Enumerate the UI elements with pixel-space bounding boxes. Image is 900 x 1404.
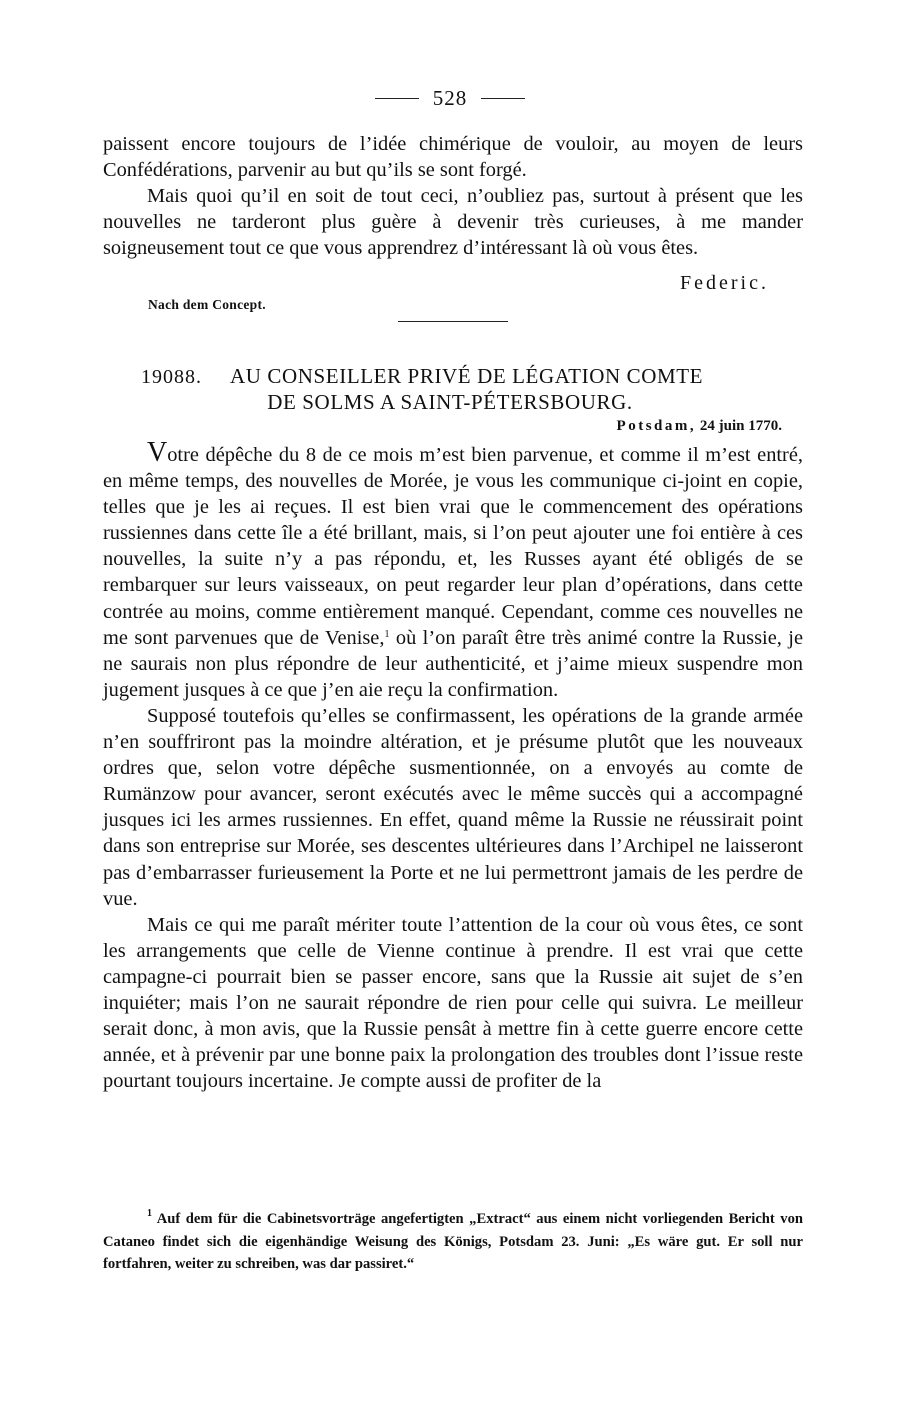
- continuation-paragraph: paissent encore toujours de l’idée chimérique de vouloir, au moyen de leurs Confédérations, parvenir au but qu’ils se sont forgé.: [103, 133, 803, 182]
- footnote-text: Auf dem für die Cabinetsvorträge angefertigten „Extract“ aus einem nicht vorliegenden Bericht von Cataneo findet sich die eigenhändige Weisung des Königs, Potsdam 23. Juni: „Es wäre gut. Er soll nur fortfahren, weiter zu schreiben, was dar passiret.“: [103, 1211, 803, 1272]
- continuation-paragraph: Mais quoi qu’il en soit de tout ceci, n’oubliez pas, surtout à présent que les nouvelles ne tarderont plus guère à devenir très curieuses, à me mander soigneusement tout ce que vous apprendrez d’intéressant là où vous êtes.: [103, 185, 803, 260]
- footnote-reference: 1: [384, 628, 390, 640]
- letter-paragraph: Mais ce qui me paraît mériter toute l’attention de la cour où vous êtes, ce sont les arrangements que celle de Vienne continue à prendre. Il est vrai que cette campagne-ci pourrait bien se passer encore, sans que la Russie ait sujet de s’en inquiéter; mais l’on ne saurait répondre de rien pour celle qui suivra. Le meilleur serait donc, à mon avis, que la Russie pensât à mettre fin à cette guerre encore cette année, et à prévenir par une bonne paix la prolongation des troubles dont l’issue reste pourtant toujours incertaine. Je compte aussi de profiter de la: [103, 913, 803, 1093]
- source-note: Nach dem Concept.: [148, 297, 266, 312]
- signature: Federic.: [680, 272, 769, 294]
- page-number: 528: [432, 86, 468, 110]
- letter-paragraph-1-text: Votre dépêche du 8 de ce mois m’est bien parvenue, et comme il m’est entré, en même temps, des nouvelles de Morée, je vous les communique ci-joint en copie, telles que je les ai reçues. Il est bien vrai que le commencement des opérations russiennes dans cette île a été brillant, mais, si l’on peut ajouter une foi entière à ces nouvelles, la suite n’y a pas répondu, et, les Russes ayant été obligés de se rembarquer sur leurs vaisseaux, on peut regarder leur plan d’opérations, dans cette contrée au moins, comme entièrement manqué. Cependant, comme ces nouvelles ne me sont parvenues que de Venise,: [103, 437, 803, 649]
- previous-letter-ending: [103, 131, 803, 261]
- letter-paragraph-1-tail: où l’on paraît être très animé contre la Russie, je ne saurais non plus répondre de leur authenticité, et j’aime mieux suspendre mon jugement jusques à ce que j’en aie reçu la confirmation.: [103, 626, 803, 701]
- letter-heading-line-1: AU CONSEILLER PRIVÉ DE LÉGATION COMTE: [230, 364, 704, 388]
- footnote-text-block: [103, 1208, 803, 1276]
- document-number: 19088.: [141, 366, 202, 388]
- page-header: [0, 86, 900, 111]
- footnote: [103, 1208, 803, 1276]
- letter-paragraph: Supposé toutefois qu’elles se confirmassent, les opérations de la grande armée n’en souffriront pas la moindre altération, et je présume plutôt que les nouveaux ordres que, selon votre dépêche susmentionnée, on a envoyés au comte de Rumänzow pour avancer, seront exécutés avec le même succès qui a accompagné jusques ici les armes russiennes. En effet, quand même la Russie ne réussirait point dans son entreprise sur Morée, ses descentes ultérieures dans l’Archipel ne laisseront pas d’embarrasser furieusement la Porte et ne lui permettront jamais de les perdre de vue.: [103, 704, 803, 910]
- section-divider: [398, 321, 508, 322]
- dateline: [400, 418, 782, 435]
- letter-heading-line-2: DE SOLMS A SAINT-PÉTERSBOURG.: [267, 390, 633, 414]
- header-dash-right: [481, 98, 525, 99]
- footnote-marker: 1: [147, 1208, 152, 1219]
- letter-paragraph: [103, 437, 803, 703]
- dateline-place: Potsdam,: [616, 418, 697, 434]
- letter-body: [103, 437, 803, 1094]
- dateline-date: 24 juin 1770.: [699, 418, 782, 434]
- header-dash-left: [375, 98, 419, 99]
